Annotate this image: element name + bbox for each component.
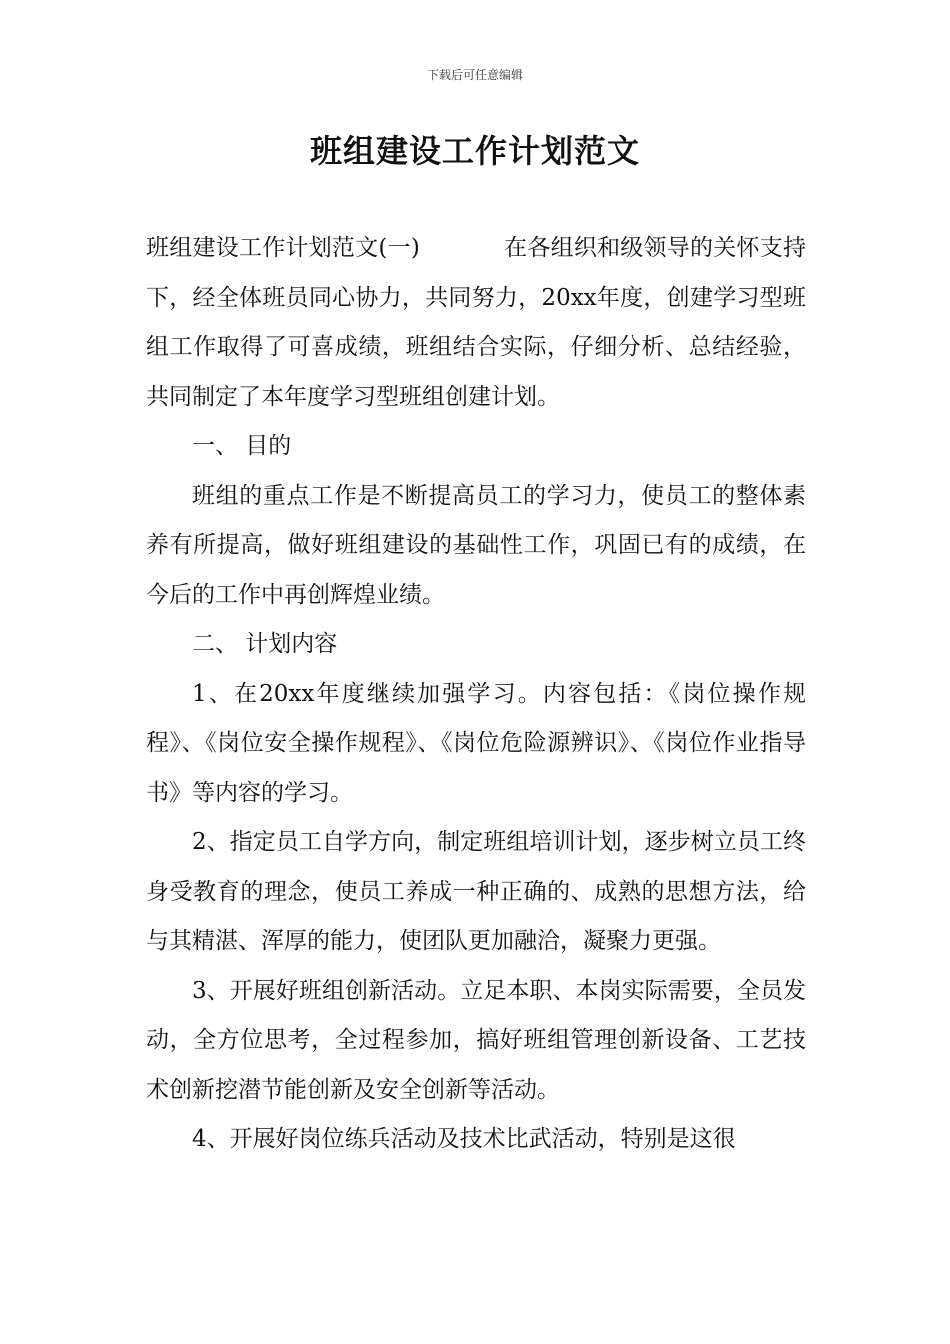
document-title: 班组建设工作计划范文	[309, 132, 640, 170]
plan-item-1: 1、在20xx年度继续加强学习。内容包括：《岗位操作规程》、《岗位安全操作规程》、《岗位危险源辨识》、《岗位作业指导书》等内容的学习。	[146, 680, 806, 806]
header-note: 下载后可任意编辑	[426, 68, 523, 82]
plan-item-4: 4、开展好岗位练兵活动及技术比武活动，特别是这很	[192, 1126, 736, 1152]
section-heading-plan-content: 二、 计划内容	[192, 631, 338, 657]
plan-item-3: 3、开展好班组创新活动。立足本职、本岗实际需要，全员发动，全方位思考，全过程参加，搞好班组管理创新设备、工艺技术创新挖潜节能创新及安全创新等活动。	[146, 977, 806, 1103]
section-heading-purpose: 一、 目的	[192, 433, 292, 459]
intro-lead: 班组建设工作计划范文(一)	[146, 235, 420, 261]
document-body	[146, 224, 806, 1165]
plan-item-2: 2、指定员工自学方向，制定班组培训计划，逐步树立员工终身受教育的理念，使员工养成一种正确的、成熟的思想方法，给与其精湛、浑厚的能力，使团队更加融洽，凝聚力更强。	[146, 829, 806, 954]
intro-paragraph	[146, 224, 806, 422]
body-paragraph: 班组的重点工作是不断提高员工的学习力，使员工的整体素养有所提高，做好班组建设的基础性工作，巩固已有的成绩，在今后的工作中再创辉煌业绩。	[146, 482, 806, 608]
intro-text: 在各组织和级领导的关怀支持下，经全体班员同心协力，共同努力，20xx年度，创建学习型班组工作取得了可喜成绩，班组结合实际，仔细分析、总结经验，共同制定了本年度学习型班组创建计划。	[146, 235, 807, 410]
